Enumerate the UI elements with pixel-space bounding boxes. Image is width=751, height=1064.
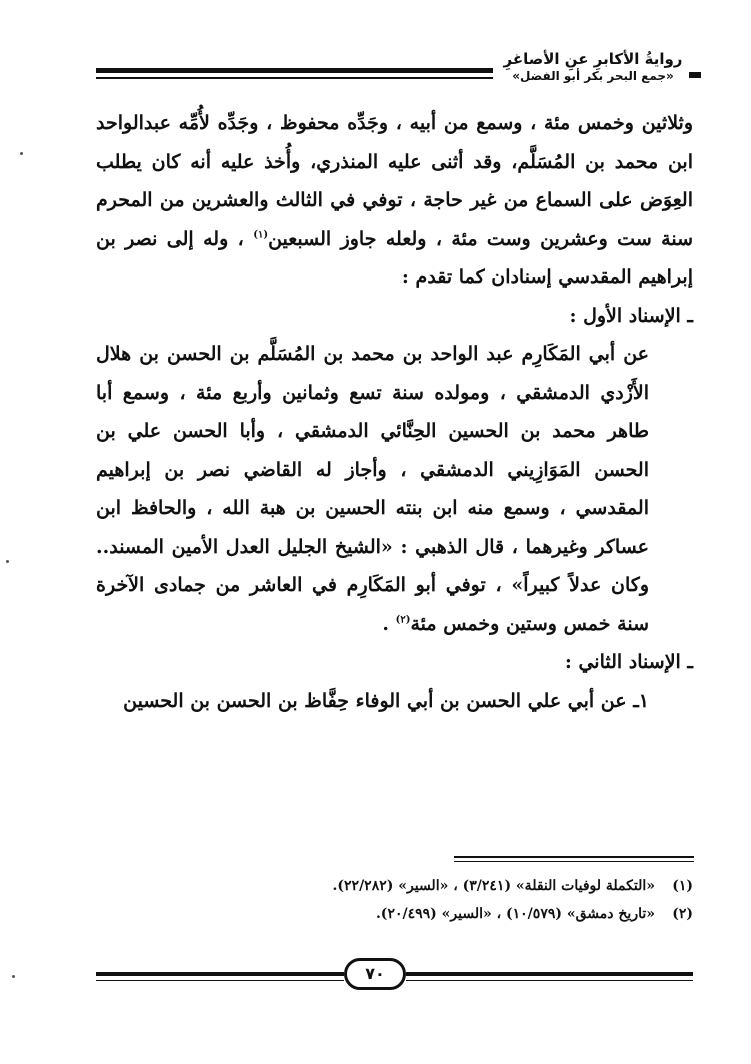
section-heading-second-isnad: ـ الإسناد الثاني :: [564, 651, 693, 673]
header-rule-thin: [96, 77, 493, 79]
scan-speck: [12, 975, 15, 978]
footnote-2-number: (٢): [672, 906, 693, 922]
footnote-ref-2: (٢): [395, 614, 411, 626]
paragraph-3: ١ـ عن أبي علي الحسن بن أبي الوفاء حِفَّاظ بن الحسن بن الحسين: [123, 689, 649, 712]
footer-rule-right-thin: [406, 980, 693, 981]
footnote-1-number: (١): [672, 878, 693, 894]
section-heading-first-isnad: ـ الإسناد الأول :: [569, 304, 693, 327]
footnote-1: [96, 872, 693, 900]
footnote-separator-thin: [454, 861, 694, 862]
footnote-1-text: «التكملة لوفيات النقلة» (٣/٢٤١) ، «السير» (٢٢/٢٨٢).: [332, 878, 655, 894]
header-subtitle: «جمع البحر بكر أبو الفضل»: [512, 69, 674, 83]
header-rule-thick: [96, 68, 493, 73]
page-number: ٧٠: [365, 964, 385, 983]
paragraph-1-end: ، وله إلى نصر بن إبراهيم المقدسي إسنادان كما تقدم :: [96, 227, 693, 288]
footnote-ref-1: (١): [253, 229, 269, 241]
paragraph-2-text: عن أبي المَكَارِم عبد الواحد بن محمد بن المُسَلَّم بن الحسن بن هلال الأَزْدي الدمشقي ، ومولده سنة تسع وثمانين وأربع مئة ، وسمع أبا طاهر محمد بن الحسين الحِنَّائي الدمشقي ، وأبا الحسن علي بن الحسن المَوَازِيني الدمشقي ، وأجاز له القاضي نصر بن إبراهيم المقدسي ، وسمع منه ابن بنته الحسين بن هبة الله ، والحافظ ابن عساكر وغيرهما ، قال الذهبي : «الشيخ الجليل العدل الأمين المسند.. وكان عدلاً كبيراً» ، توفي أبو المَكَارِم في العاشر من جمادى الآخرة سنة خمس وستين وخمس مئة: [96, 343, 649, 635]
paragraph-1-text: وثلاثين وخمس مئة ، وسمع من أبيه ، وجَدِّه محفوظ ، وجَدِّه لأُمِّه عبدالواحد ابن محمد بن المُسَلَّم، وقد أثنى عليه المنذري، وأُخذ عليه أنه كان يطلب العِوَض على السماع من غير حاجة ، توفي في الثالث والعشرين من المحرم سنة ست وعشرين وست مئة ، ولعله جاوز السبعين: [96, 112, 693, 250]
footnote-separator: [454, 856, 694, 858]
header-ornament: [689, 72, 701, 78]
scan-speck: [6, 560, 9, 563]
paragraph-2: [96, 335, 693, 643]
footnotes: [96, 872, 693, 928]
footer-rule-right: [406, 972, 693, 976]
paragraph-2-end: .: [382, 612, 396, 635]
scan-speck: [20, 152, 23, 155]
footer-rule-left: [96, 972, 344, 976]
footer-rule-left-thin: [96, 980, 344, 981]
main-text: [96, 104, 693, 720]
header-title: روايةُ الأكابرِ عنِ الأصاغرِ: [503, 50, 683, 68]
paragraph-1: [96, 104, 693, 297]
footnote-2: [96, 900, 693, 928]
footnote-2-text: «تاريخ دمشق» (١٠/٥٧٩) ، «السير» (٢٠/٤٩٩).: [375, 906, 655, 922]
